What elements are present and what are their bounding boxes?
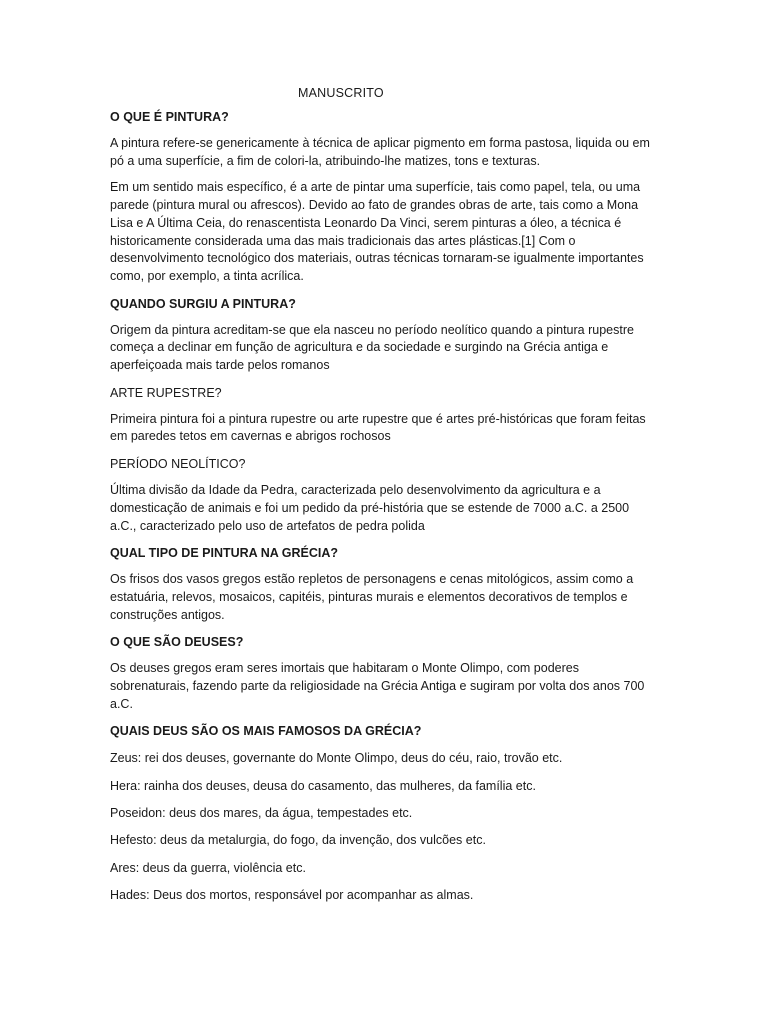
section-heading-what-are-gods: O QUE SÃO DEUSES? [110,635,244,650]
list-item: Hades: Deus dos mortos, responsável por acompanhar as almas. [110,887,474,902]
paragraph: Primeira pintura foi a pintura rupestre ou arte rupestre que é artes pré-históricas que foram feitas em paredes tetos em cavernas e abrigos rochosos [110,411,646,444]
section-heading-rock-art: ARTE RUPESTRE? [110,385,222,400]
section-heading-what-is-painting: O QUE É PINTURA? [110,110,229,124]
list-item: Ares: deus da guerra, violência etc. [110,860,306,875]
paragraph: Os deuses gregos eram seres imortais que habitaram o Monte Olimpo, com poderes sobrenaturais, fazendo parte da religiosidade na Grécia Antiga e sugiram por volta dos anos 700 a.C. [110,661,645,711]
document-title: MANUSCRITO [298,86,384,100]
list-item: Zeus: rei dos deuses, governante do Monte Olimpo, deus do céu, raio, trovão etc. [110,751,563,766]
paragraph: Última divisão da Idade da Pedra, caracterizada pelo desenvolvimento da agricultura e a domesticação de animais e foi um pedido da pré-história que se estende de 7000 a.C. a 2500 a.C., caracterizado pelo uso de artefatos de pedra polida [110,483,630,533]
paragraph: Origem da pintura acreditam-se que ela nasceu no período neolítico quando a pintura rupestre começa a declinar em função de agricultura e da sociedade e surgindo na Grécia antiga e aperfeiçoada mais tarde pelos romanos [110,322,634,373]
paragraph: Os frisos dos vasos gregos estão repletos de personagens e cenas mitológicos, assim como a estatuária, relevos, mosaicos, capitéis, pinturas murais e elementos decorativos de templos e construções antigos. [110,572,634,622]
list-item: Hefesto: deus da metalurgia, do fogo, da invenção, dos vulcões etc. [110,833,486,848]
section-heading-when-painting-began: QUANDO SURGIU A PINTURA? [110,296,296,311]
section-heading-greek-painting: QUAL TIPO DE PINTURA NA GRÉCIA? [110,546,339,561]
list-item: Poseidon: deus dos mares, da água, tempestades etc. [110,806,413,821]
list-item: Hera: rainha dos deuses, deusa do casamento, das mulheres, da família etc. [110,778,536,793]
paragraph: A pintura refere-se genericamente à técnica de aplicar pigmento em forma pastosa, liquida ou em pó a uma superfície, a fim de colori-la, atribuindo-lhe matizes, tons e texturas. [110,136,650,168]
section-heading-neolithic: PERÍODO NEOLÍTICO? [110,457,246,472]
gods-list [110,749,650,903]
document-page [110,86,650,913]
section-heading-famous-gods: QUAIS DEUS SÃO OS MAIS FAMOSOS DA GRÉCIA? [110,724,422,739]
paragraph: Em um sentido mais específico, é a arte de pintar uma superfície, tais como papel, tela, ou uma parede (pintura mural ou afrescos). Devido ao fato de grandes obras de arte, tais como a Mona Lisa e A Última Ceia, do renascentista Leonardo Da Vinci, serem pinturas a óleo, a técnica é historicamente considerada uma das mais tradicionais das artes plásticas.[1] Com o desenvolvimento tecnológico dos materiais, outras técnicas tornaram-se igualmente importantes como, por exemplo, a tinta acrílica. [110,180,644,283]
